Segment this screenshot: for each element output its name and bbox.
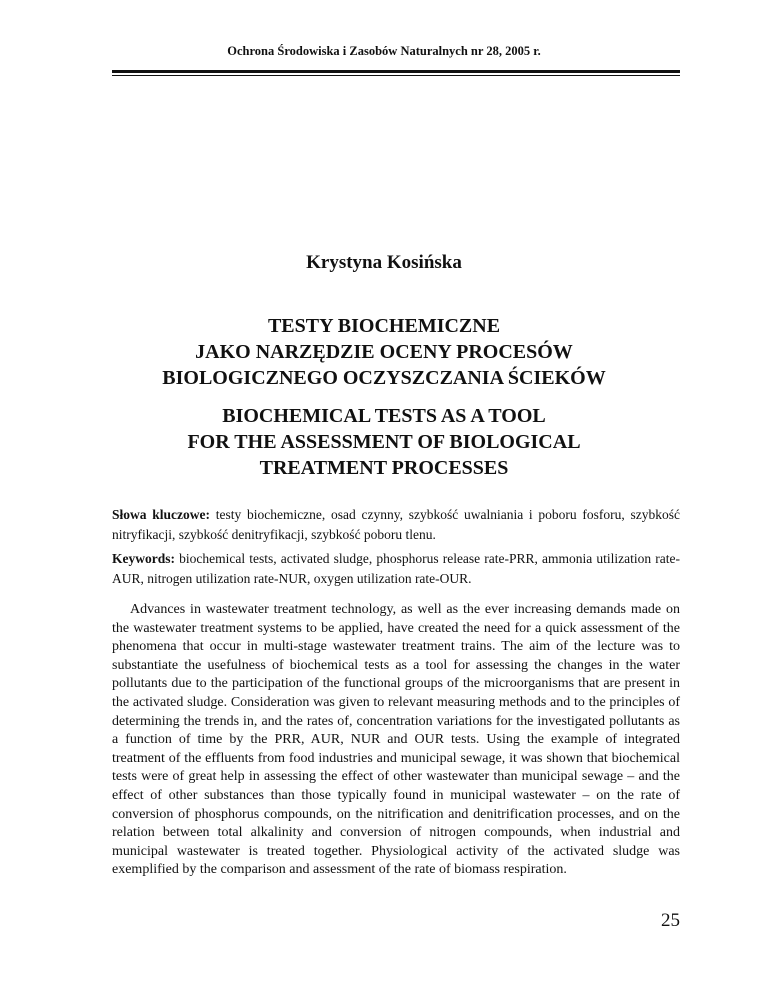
keywords-polish: [112, 505, 680, 545]
abstract-paragraph: Advances in wastewater treatment technology, as well as the ever increasing demands made on the wastewater treatment systems to be applied, have created the need for a quick assessment of the phenomena that occur in multi-stage wastewater treatment trains. The aim of the lecture was to substantiate the usefulness of biochemical tests as a tool for assessing the changes in the water pollutants due to the participation of the functional groups of the microorganisms that are present in the activated sludge. Consideration was given to relevant measuring methods and to the principles of determining the trends in, and the rates of, concentration variations for the investigated pollutants as a function of time by the PRR, AUR, NUR and OUR tests. Using the example of integrated treatment of the effluents from food industries and municipal sewage, it was shown that biochemical tests were of great help in assessing the effect of other wastewater than municipal sewage – and the effect of other substances than those typically found in municipal wastewater – on the rate of conversion of phosphorus compounds, on the nitrification and denitrification processes, and on the relation between total alkalinity and conversion of nitrogen compounds, when industrial and municipal wastewater is treated together. Physiological activity of the activated sludge was exemplified by the comparison and assessment of the rate of biomass respiration.: [112, 602, 680, 878]
title-english: [0, 403, 768, 481]
title-pl-line: JAKO NARZĘDZIE OCENY PROCESÓW: [195, 341, 573, 363]
keywords-en-label: Keywords:: [112, 551, 175, 566]
title-en-line: TREATMENT PROCESSES: [259, 457, 509, 479]
header-rule-thin: [112, 75, 680, 76]
header-rule-thick: [112, 70, 680, 73]
title-pl-line: BIOLOGICZNEGO OCZYSZCZANIA ŚCIEKÓW: [162, 367, 606, 389]
author-name: Krystyna Kosińska: [306, 252, 462, 273]
title-pl-line: TESTY BIOCHEMICZNE: [267, 315, 501, 337]
title-polish: [0, 313, 768, 391]
journal-header: Ochrona Środowiska i Zasobów Naturalnych nr 28, 2005 r.: [227, 44, 541, 58]
title-en-line: BIOCHEMICAL TESTS AS A TOOL: [222, 405, 546, 427]
keywords-pl-label: Słowa kluczowe:: [112, 507, 210, 522]
keywords-pl-text: testy biochemiczne, osad czynny, szybkość uwalniania i poboru fosforu, szybkość nitryfikacji, szybkość denitryfikacji, szybkość poboru tlenu.: [112, 507, 680, 542]
keywords-en-text: biochemical tests, activated sludge, phosphorus release rate-PRR, ammonia utilization rate-AUR, nitrogen utilization rate-NUR, oxygen utilization rate-OUR.: [112, 551, 680, 586]
page-number: 25: [661, 910, 680, 931]
keywords-english: [112, 549, 680, 589]
title-en-line: FOR THE ASSESSMENT OF BIOLOGICAL: [187, 431, 581, 453]
